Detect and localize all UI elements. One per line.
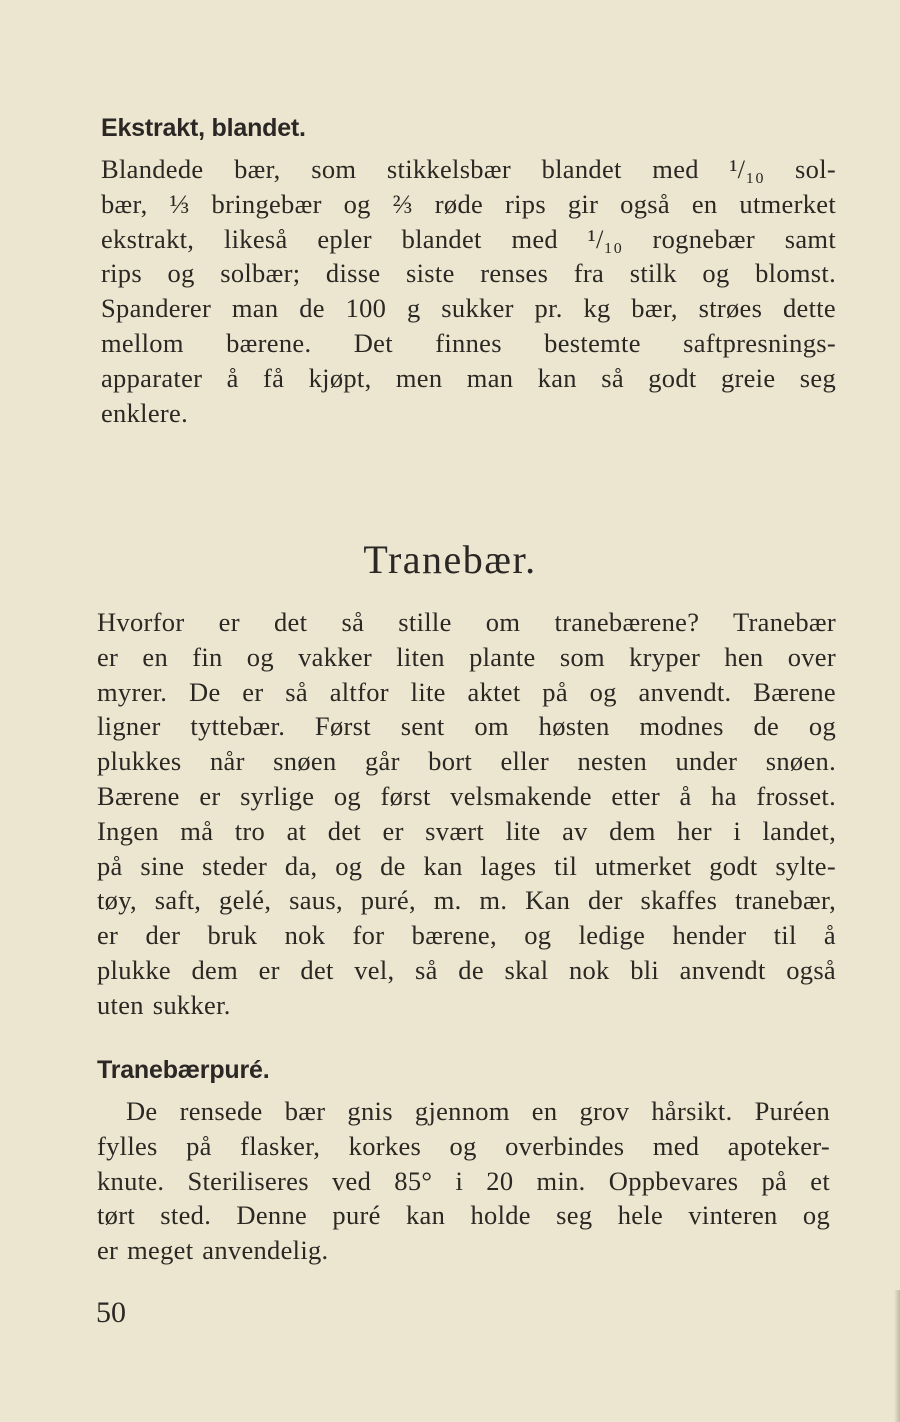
text-line: uten sukker. xyxy=(97,989,231,1020)
text-line: mellom bærene. Det finnes bestemte saftpresnings- xyxy=(101,327,836,358)
text-line: myrer. De er så altfor lite aktet på og anvendt. Bærene xyxy=(97,676,836,707)
text-line: plukke dem er det vel, så de skal nok bli anvendt også xyxy=(97,954,836,985)
text-line: er meget anvendelig. xyxy=(97,1235,329,1266)
text-line: Bærene er syrlige og først velsmakende etter å ha frosset. xyxy=(97,780,836,811)
text-line: enklere. xyxy=(101,397,188,428)
text-line: tørt sted. Denne puré kan holde seg hele vinteren og xyxy=(97,1200,830,1231)
text-line: Spanderer man de 100 g sukker pr. kg bær, strøes dette xyxy=(101,293,836,324)
page-edge-shadow xyxy=(894,1290,900,1422)
section-heading-ekstrakt: Ekstrakt, blandet. xyxy=(101,114,306,142)
text-line: er en fin og vakker liten plante som kryper hen over xyxy=(97,641,836,672)
page-number: 50 xyxy=(96,1296,126,1329)
paragraph-tranebaerpure xyxy=(97,1094,830,1268)
paragraph-tranebaer xyxy=(97,605,836,1023)
text-line: apparater å få kjøpt, men man kan så godt greie seg xyxy=(101,362,836,393)
text-line: fylles på flasker, korkes og overbindes med apoteker- xyxy=(97,1130,830,1161)
text-line: De rensede bær gnis gjennom en grov hårsikt. Puréen xyxy=(126,1096,830,1126)
paragraph-ekstrakt xyxy=(101,152,836,430)
text-line: Hvorfor er det så stille om tranebærene? Tranebær xyxy=(97,607,836,637)
chapter-title: Tranebær. xyxy=(363,537,537,582)
text-line: rips og solbær; disse siste renses fra stilk og blomst. xyxy=(101,258,836,289)
text-line: bær, ⅓ bringebær og ⅔ røde rips gir også en utmerket xyxy=(101,188,836,219)
text-line: Ingen må tro at det er svært lite av dem her i landet, xyxy=(97,815,836,846)
section-heading-tranebaerpure: Tranebærpuré. xyxy=(97,1056,270,1084)
text-line: tøy, saft, gelé, saus, puré, m. m. Kan der skaffes tranebær, xyxy=(97,885,836,916)
text-line: knute. Steriliseres ved 85° i 20 min. Oppbevares på et xyxy=(97,1165,830,1196)
text-line: ekstrakt, likeså epler blandet med ¹/₁₀ rognebær samt xyxy=(101,223,836,254)
text-line: er der bruk nok for bærene, og ledige hender til å xyxy=(97,920,836,951)
text-line: ligner tyttebær. Først sent om høsten modnes de og xyxy=(97,711,836,742)
text-line: plukkes når snøen går bort eller nesten under snøen. xyxy=(97,746,836,777)
text-line: Blandede bær, som stikkelsbær blandet med ¹/₁₀ sol- xyxy=(101,154,836,184)
text-line: på sine steder da, og de kan lages til utmerket godt sylte- xyxy=(97,850,836,881)
